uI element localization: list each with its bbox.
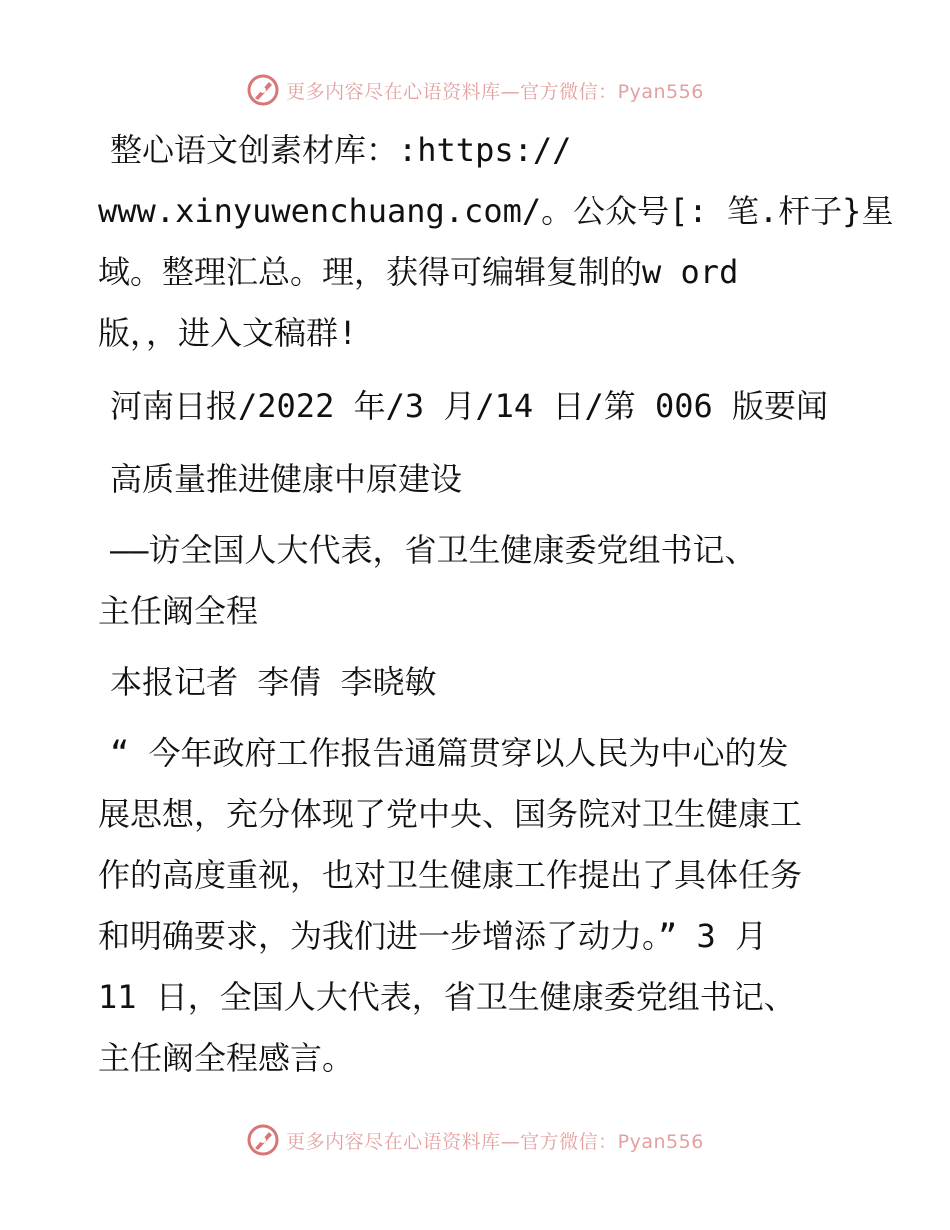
watermark-text: 更多内容尽在心语资料库—官方微信：Pyan556	[286, 80, 704, 103]
body-paragraph	[98, 723, 858, 1089]
intro-line: 版，，进入文稿群!	[98, 314, 358, 352]
intro-line: www.xinyuwenchuang.com/。公众号[: 笔.杆子}星	[98, 192, 894, 230]
pen-circle-icon	[246, 1123, 280, 1157]
footer-watermark	[0, 1120, 950, 1160]
subtitle-block	[98, 520, 858, 642]
article-title: 高质量推进健康中原建设	[110, 460, 463, 498]
intro-block	[98, 120, 894, 364]
watermark-group	[246, 73, 704, 107]
body-line: “ 今年政府工作报告通篇贯穿以人民为中心的发	[110, 734, 789, 772]
subtitle-line: 主任阚全程	[98, 592, 259, 630]
body-line: 展思想，充分体现了党中央、国务院对卫生健康工	[98, 795, 803, 833]
intro-line: 域。整理汇总。理，获得可编辑复制的w ord	[98, 253, 739, 291]
watermark-text: 更多内容尽在心语资料库—官方微信：Pyan556	[286, 1130, 704, 1153]
header-watermark	[0, 70, 950, 110]
intro-line: 整心语文创素材库：:https://	[110, 131, 572, 169]
subtitle-line: ——访全国人大代表，省卫生健康委党组书记、	[110, 531, 757, 569]
body-line: 和明确要求，为我们进一步增添了动力。” 3 月	[98, 917, 768, 955]
byline: 本报记者 李倩 李晓敏	[110, 663, 437, 701]
body-line: 作的高度重视，也对卫生健康工作提出了具体任务	[98, 856, 803, 894]
body-line: 主任阚全程感言。	[98, 1039, 355, 1077]
watermark-group	[246, 1123, 704, 1157]
pen-circle-icon	[246, 73, 280, 107]
document-body	[98, 120, 894, 1089]
source-line: 河南日报/2022 年/3 月/14 日/第 006 版要闻	[110, 387, 829, 425]
body-line: 11 日，全国人大代表，省卫生健康委党组书记、	[98, 978, 796, 1016]
